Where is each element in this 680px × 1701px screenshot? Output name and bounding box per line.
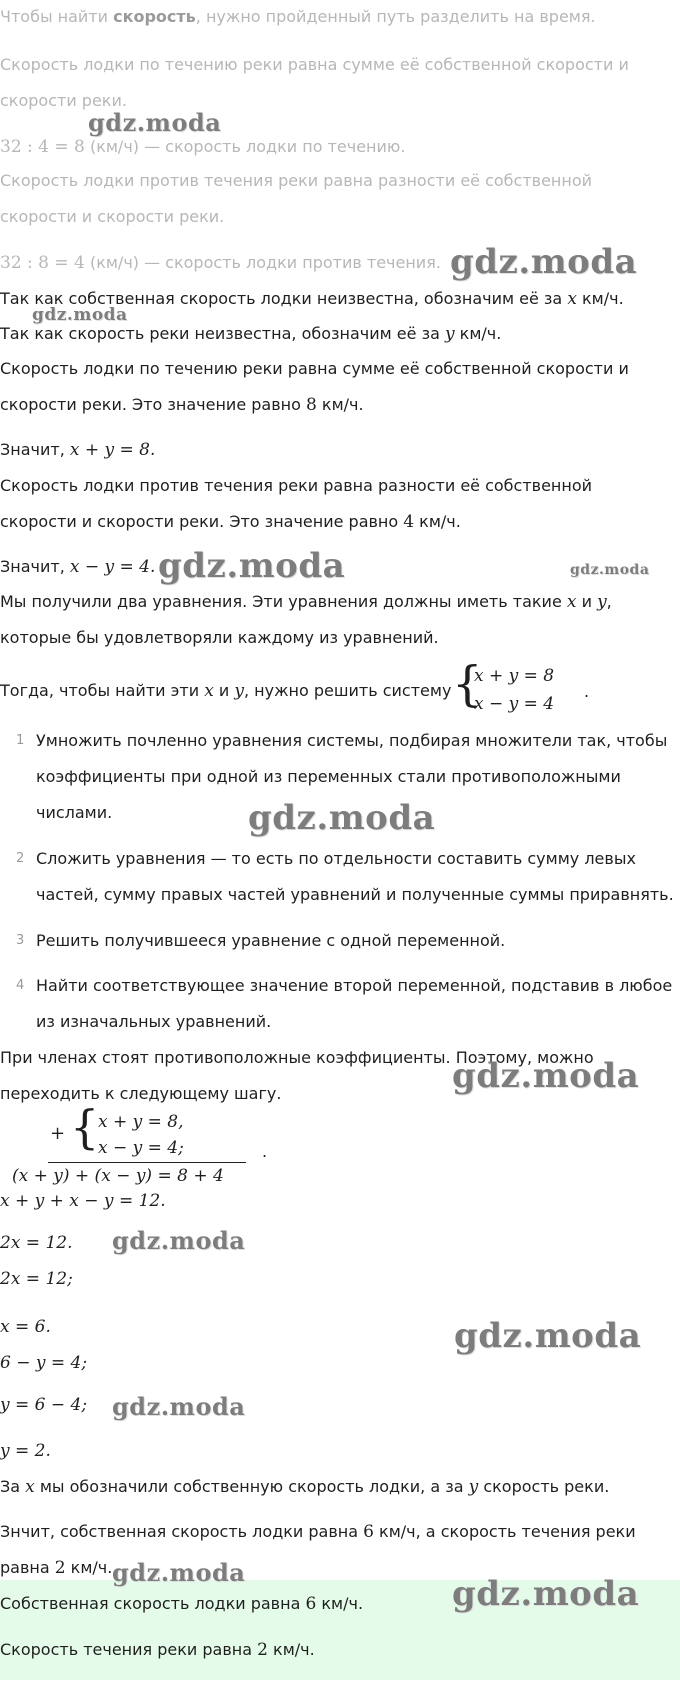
answer-line-1: [0, 1593, 363, 1615]
watermark-logo: gdz.moda: [158, 546, 346, 586]
faded-text: Чтобы найти: [0, 7, 114, 26]
math-var: y: [597, 592, 607, 612]
para-11: [0, 680, 451, 702]
math-var: y: [468, 1477, 479, 1497]
text: Мы получили два уравнения. Эти уравнения должны иметь такие: [0, 592, 567, 611]
watermark-logo: gdz.moda: [88, 108, 222, 137]
watermark-logo: gdz.moda: [570, 562, 650, 578]
para-2: [0, 323, 501, 345]
step-number: 3: [16, 933, 25, 948]
add-sum: (x + y) + (x − y) = 8 + 4: [12, 1166, 224, 1186]
math-var: x: [204, 681, 214, 701]
math-var: x: [566, 592, 577, 612]
text: скорости и скорости реки. Это значение равно: [0, 512, 404, 531]
step-text: коэффициенты при одной из переменных стали противоположными: [36, 767, 621, 786]
solve-step-2: 2x = 12.: [0, 1233, 73, 1253]
text: Значит,: [0, 440, 70, 459]
step-number: 1: [16, 733, 25, 748]
faded-line-6: скорости и скорости реки.: [0, 207, 225, 226]
step-text: Умножить почленно уравнения системы, подбирая множители так, чтобы: [36, 731, 668, 750]
watermark-logo: gdz.moda: [112, 1392, 246, 1421]
brace-symbol: {: [70, 1100, 100, 1154]
faded-line-5: Скорость лодки против течения реки равна разности её собственной: [0, 171, 593, 190]
watermark-logo: gdz.moda: [112, 1558, 246, 1587]
faded-math: 32 : 8 = 4: [0, 253, 85, 273]
text: км/ч, а скорость течения реки: [373, 1522, 636, 1541]
faded-line-3: скорости реки.: [0, 91, 127, 110]
watermark-logo: gdz.moda: [452, 1056, 640, 1096]
solve-step-6: y = 6 − 4;: [0, 1395, 88, 1415]
add-dot: .: [262, 1142, 268, 1161]
math-num: 6: [305, 1594, 317, 1614]
text: км/ч.: [316, 395, 364, 414]
text: км/ч.: [267, 1640, 315, 1659]
math-var: x: [25, 1477, 35, 1497]
add-eq-1: x + y = 8,: [98, 1112, 184, 1132]
system-dot: .: [584, 682, 590, 701]
para-7: [0, 511, 461, 533]
faded-line-1: [0, 6, 596, 28]
faded-line-2: Скорость лодки по течению реки равна сумме её собственной скорости и: [0, 55, 629, 74]
equation-addition: [0, 1100, 280, 1186]
watermark-logo: gdz.moda: [32, 305, 128, 325]
para-10: которые бы удовлетворяли каждому из уравнений.: [0, 628, 439, 647]
solve-step-5: 6 − y = 4;: [0, 1353, 88, 1373]
solve-step-1: x + y + x − y = 12.: [0, 1191, 166, 1211]
text: км/ч.: [316, 1594, 364, 1613]
math-var: y: [444, 324, 455, 344]
step-text: из изначальных уравнений.: [36, 1012, 272, 1031]
faded-text: (км/ч) — скорость лодки против течения.: [84, 253, 441, 272]
solve-step-7: y = 2.: [0, 1441, 51, 1461]
text: равна: [0, 1558, 55, 1577]
text: и: [576, 592, 598, 611]
faded-line-7: [0, 252, 441, 274]
para-3: Скорость лодки по течению реки равна сумме её собственной скорости и: [0, 359, 629, 378]
math-num: 6: [363, 1522, 374, 1542]
addition-rule: [48, 1162, 246, 1163]
step-text: числами.: [36, 803, 113, 822]
math-eq: x − y = 4.: [69, 557, 156, 577]
system-eq-2: x − y = 4: [474, 694, 555, 714]
conclusion-2: [0, 1521, 636, 1543]
text: Так как скорость реки неизвестна, обозначим её за: [0, 324, 445, 343]
text: Скорость течения реки равна: [0, 1640, 258, 1659]
step-text: Решить получившееся уравнение с одной переменной.: [36, 931, 506, 950]
para-6: Скорость лодки против течения реки равна разности её собственной: [0, 476, 593, 495]
system-eq-1: x + y = 8: [474, 666, 555, 686]
solve-step-3: 2x = 12;: [0, 1269, 73, 1289]
text: ,: [606, 592, 612, 611]
plus-sign: +: [50, 1123, 66, 1144]
conclusion-3: [0, 1557, 112, 1579]
text: , нужно решить систему: [244, 681, 452, 700]
faded-line-4: [0, 136, 405, 158]
math-num: 8: [305, 395, 317, 415]
faded-text: (км/ч) — скорость лодки по течению.: [84, 137, 406, 156]
text: км/ч.: [576, 289, 624, 308]
step-text: частей, сумму правых частей уравнений и полученные суммы приравнять.: [36, 885, 674, 904]
watermark-logo: gdz.moda: [454, 1316, 642, 1356]
step-text: Найти соответствующее значение второй переменной, подставив в любое: [36, 976, 673, 995]
equation-system: [452, 656, 592, 718]
step-number: 4: [16, 978, 25, 993]
text: За: [0, 1477, 26, 1496]
step-text: Сложить уравнения — то есть по отдельности составить сумму левых: [36, 849, 636, 868]
text: Знчит, собственная скорость лодки равна: [0, 1522, 364, 1541]
para-9: [0, 591, 612, 613]
faded-text: , нужно пройденный путь разделить на время.: [195, 7, 596, 26]
math-num: 2: [54, 1558, 66, 1578]
math-num: 4: [403, 512, 415, 532]
text: км/ч.: [454, 324, 502, 343]
faded-math: 32 : 4 = 8: [0, 137, 85, 157]
math-num: 2: [257, 1640, 268, 1660]
text: скорость реки.: [478, 1477, 610, 1496]
faded-bold: скорость: [113, 7, 196, 26]
watermark-logo: gdz.moda: [112, 1226, 246, 1255]
math-eq: x + y = 8.: [69, 440, 156, 460]
add-eq-2: x − y = 4;: [98, 1138, 184, 1158]
step-number: 2: [16, 851, 25, 866]
conclusion-1: [0, 1476, 609, 1498]
text: Значит,: [0, 557, 70, 576]
text: и: [213, 681, 235, 700]
text: Так как собственная скорость лодки неизвестна, обозначим её за: [0, 289, 568, 308]
watermark-logo: gdz.moda: [452, 1574, 640, 1614]
para-4: [0, 394, 364, 416]
para-after-2: переходить к следующему шагу.: [0, 1084, 282, 1103]
solve-step-4: x = 6.: [0, 1317, 51, 1337]
text: км/ч.: [414, 512, 461, 531]
para-5: [0, 439, 155, 461]
text: Тогда, чтобы найти эти: [0, 681, 205, 700]
para-8: [0, 556, 155, 578]
watermark-logo: gdz.moda: [248, 798, 436, 838]
text: скорости реки. Это значение равно: [0, 395, 306, 414]
text: Собственная скорость лодки равна: [0, 1594, 306, 1613]
text: км/ч.: [65, 1558, 113, 1577]
para-after-1: При членах стоят противоположные коэффициенты. Поэтому, можно: [0, 1048, 594, 1067]
text: мы обозначили собственную скорость лодки, а за: [34, 1477, 469, 1496]
math-var: x: [567, 289, 577, 309]
watermark-logo: gdz.moda: [450, 242, 638, 282]
brace-symbol: {: [452, 656, 483, 712]
answer-line-2: [0, 1639, 315, 1661]
math-var: y: [234, 681, 244, 701]
